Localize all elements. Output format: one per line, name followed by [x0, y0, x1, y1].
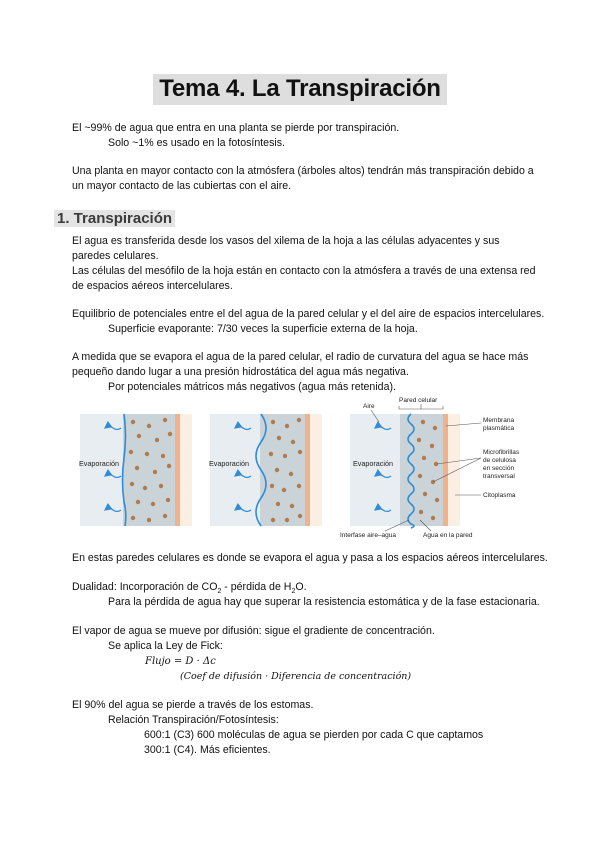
microfibril-label-1: Microfibrillas [483, 449, 520, 456]
evaporation-figure [75, 396, 530, 546]
title-container [0, 74, 600, 105]
cytoplasm-label: Citoplasma [483, 492, 516, 499]
after-line-3: Para la pérdida de agua hay que superar la resistencia estomática y de la fase estacionaria. [108, 596, 540, 608]
diagram-panel-2 [209, 414, 322, 526]
section-heading: 1. Transpiración [54, 210, 175, 227]
section-text-3: Las células del mesófilo de la hoja están en contacto con la atmósfera a través de una extensa red [72, 265, 536, 277]
diagram-panel-3 [340, 397, 520, 539]
cell-wall-label: Pared celular [399, 397, 438, 404]
membrane-label-1: Membrana [483, 417, 515, 424]
section-text-4: de espacios aéreos intercelulares. [72, 280, 233, 292]
microfibril-label-3: en sección [483, 465, 515, 472]
evaporation-label-3: Evaporación [353, 459, 393, 468]
section-text-8: pequeño dando lugar a una presión hidrostática del agua más negativa. [72, 366, 409, 378]
after-line-8: 600:1 (C3) 600 moléculas de agua se pierden por cada C que captamos [144, 729, 484, 741]
wall-water-label: Agua en la pared [423, 532, 473, 539]
interface-label: Interfase aire–agua [340, 532, 397, 539]
h2o-subscript: 2 [291, 588, 296, 596]
section-text-9: Por potenciales mátricos más negativos (agua más retenida). [108, 381, 396, 393]
evaporation-label-1: Evaporación [79, 459, 119, 468]
section-text-1: El agua es transferida desde los vasos del xilema de la hoja a las células adyacentes y sus [72, 235, 500, 247]
section-text-6: Superficie evaporante: 7/30 veces la superficie externa de la hoja. [108, 323, 418, 335]
intro-line-2: Solo ~1% es usado en la fotosíntesis. [108, 137, 285, 149]
fick-formula-legend: (Coef de difusión · Diferencia de concentración) [180, 671, 412, 682]
intro-line-4: un mayor contacto de las cubiertas con el aire. [72, 180, 292, 192]
after-line-1: En estas paredes celulares es donde se evapora el agua y pasa a los espacios aéreos intercelulares. [72, 552, 548, 564]
fick-formula: Flujo = D · Δc [145, 656, 216, 667]
after-line-4: El vapor de agua se mueve por difusión: sigue el gradiente de concentración. [72, 625, 435, 637]
microfibril-label-4: transversal [483, 473, 515, 480]
membrane-label-2: plasmática [483, 425, 515, 432]
after-line-9: 300:1 (C4). Más eficientes. [144, 744, 271, 756]
duality-text-a: Dualidad: Incorporación de CO [72, 581, 218, 593]
section-text-7: A medida que se evapora el agua de la pared celular, el radio de curvatura del agua se hace más [72, 351, 529, 363]
co2-subscript: 2 [217, 588, 222, 596]
after-line-5: Se aplica la Ley de Fick: [108, 640, 223, 652]
after-line-6: El 90% del agua se pierde a través de los estomas. [72, 699, 314, 711]
after-line-7: Relación Transpiración/Fotosíntesis: [108, 714, 279, 726]
microfibril-label-2: de celulosa [483, 457, 516, 464]
section-text-5: Equilibrio de potenciales entre el del agua de la pared celular y el del aire de espacios intercelulares. [72, 308, 545, 320]
page-title: Tema 4. La Transpiración [153, 74, 447, 105]
intro-line-3: Una planta en mayor contacto con la atmósfera (árboles altos) tendrán más transpiración debido a [72, 165, 534, 177]
duality-text-c: O. [295, 581, 307, 593]
diagram-panel-1 [79, 414, 192, 526]
intro-line-1: El ~99% de agua que entra en una planta se pierde por transpiración. [72, 122, 400, 134]
section-text-2: paredes celulares. [72, 250, 159, 262]
air-label: Aire [363, 403, 375, 410]
evaporation-label-2: Evaporación [209, 459, 249, 468]
duality-text-b: - pérdida de H [221, 581, 292, 593]
